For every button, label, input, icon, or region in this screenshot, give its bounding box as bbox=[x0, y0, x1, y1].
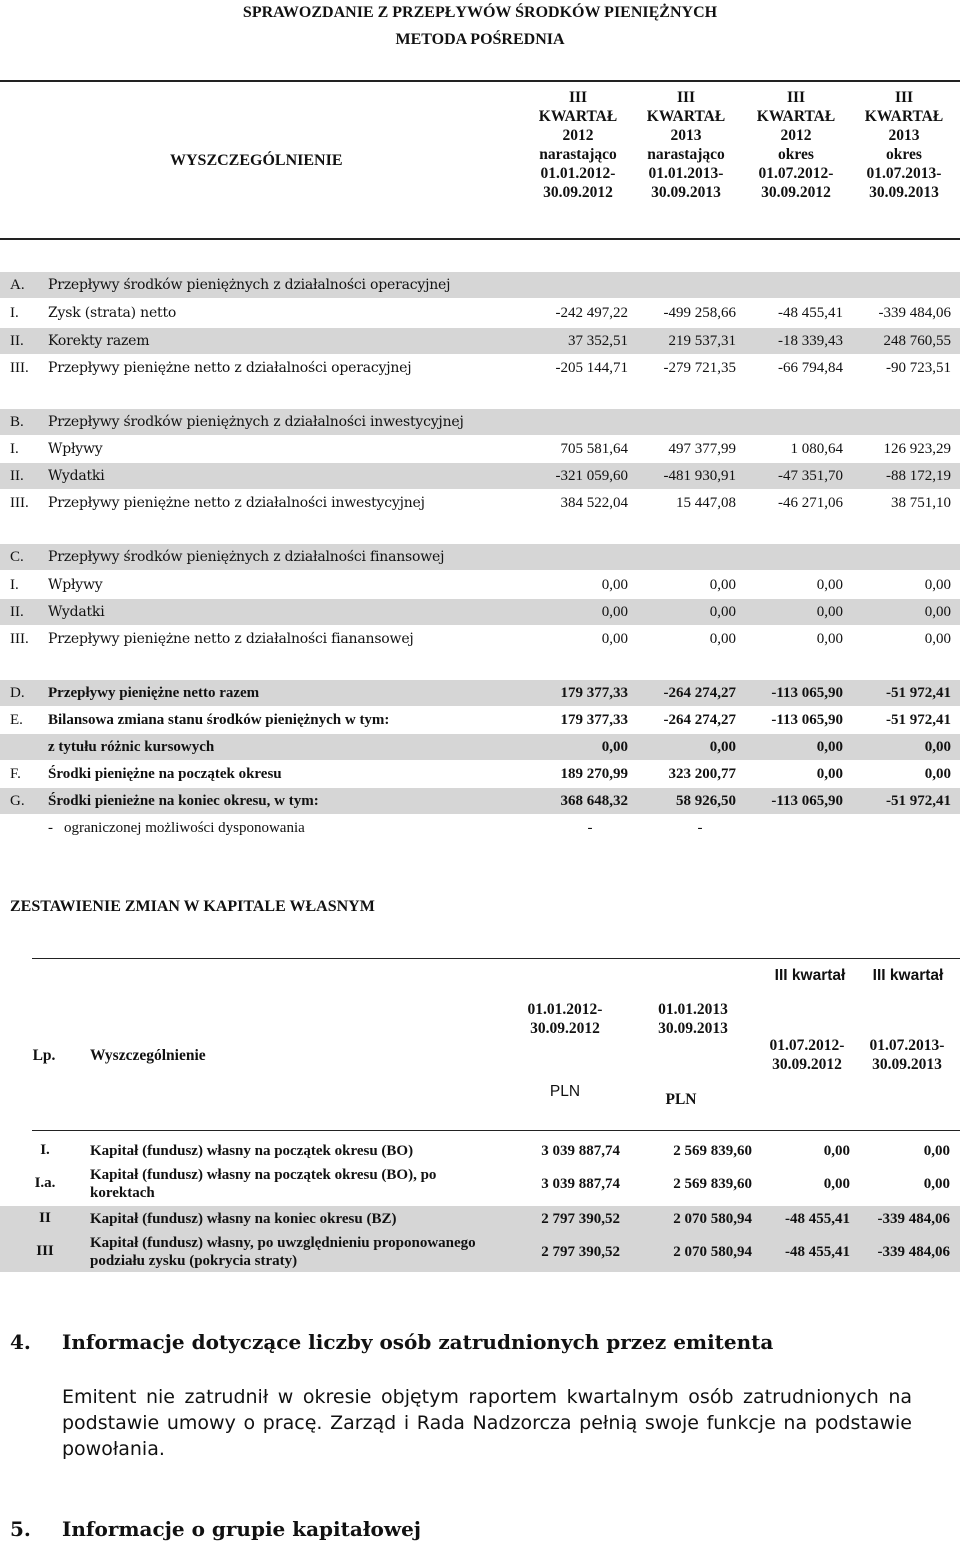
equity-top-rule bbox=[32, 958, 960, 959]
cell-value: 2 070 580,94 bbox=[673, 1211, 752, 1227]
cell-value: 0,00 bbox=[924, 577, 951, 593]
cell-value: 323 200,77 bbox=[668, 766, 736, 782]
cell-value: -48 455,41 bbox=[778, 305, 843, 321]
cell-value: - bbox=[587, 820, 593, 836]
table-row bbox=[0, 409, 960, 435]
cell-value: 2 797 390,52 bbox=[541, 1244, 620, 1260]
cell-value: -113 065,90 bbox=[771, 712, 843, 728]
row-label: Przepływy środków pieniężnych z działalności operacyjnej bbox=[48, 277, 451, 293]
row-number: II. bbox=[10, 333, 24, 349]
table-row bbox=[0, 761, 960, 787]
table-row bbox=[0, 544, 960, 570]
row-number: C. bbox=[10, 549, 24, 565]
equity-q3-label-2: III kwartał bbox=[872, 967, 944, 984]
cell-value: 2 569 839,60 bbox=[673, 1176, 752, 1192]
cell-value: -242 497,22 bbox=[555, 305, 628, 321]
equity-col-2-dates: 01.01.2013 30.09.2013 bbox=[658, 1001, 728, 1037]
table-row bbox=[0, 300, 960, 326]
row-label: ograniczonej możliwości dysponowania bbox=[64, 820, 305, 836]
cell-value: 0,00 bbox=[816, 739, 843, 755]
header-bottom-rule bbox=[0, 238, 960, 240]
cell-value: -264 274,27 bbox=[663, 712, 736, 728]
row-label: Środki pienieżne na koniec okresu, w tym: bbox=[48, 793, 319, 809]
cell-value: 0,00 bbox=[923, 1143, 950, 1159]
cf-header-label: WYSZCZEGÓLNIENIE bbox=[170, 152, 343, 169]
row-number: I. bbox=[10, 305, 19, 321]
cell-value: 0,00 bbox=[709, 577, 736, 593]
row-number: III. bbox=[10, 360, 29, 376]
row-label: Przepływy pieniężne netto razem bbox=[48, 685, 260, 701]
row-label: Kapitał (fundusz) własny na koniec okresu (BZ) bbox=[90, 1211, 397, 1227]
cell-value: 0,00 bbox=[601, 631, 628, 647]
cell-value: 2 569 839,60 bbox=[673, 1143, 752, 1159]
cell-value: 705 581,64 bbox=[560, 441, 628, 457]
row-number: III bbox=[36, 1243, 54, 1259]
cell-value: -51 972,41 bbox=[886, 712, 951, 728]
table-row bbox=[0, 328, 960, 354]
equity-q3-label-1: III kwartał bbox=[774, 967, 846, 984]
row-label: Wpływy bbox=[48, 577, 103, 593]
cell-value: 179 377,33 bbox=[560, 685, 628, 701]
row-number: I. bbox=[10, 577, 19, 593]
header-top-rule bbox=[0, 80, 960, 82]
row-number: I. bbox=[40, 1142, 50, 1158]
cell-value: 15 447,08 bbox=[676, 495, 736, 511]
table-row bbox=[0, 436, 960, 462]
cell-value: 368 648,32 bbox=[560, 793, 628, 809]
section-5-number: 5. bbox=[10, 1517, 31, 1541]
row-number: E. bbox=[10, 712, 23, 728]
table-row bbox=[0, 272, 960, 298]
cell-value: 248 760,55 bbox=[883, 333, 951, 349]
table-row bbox=[0, 1206, 960, 1232]
table-row bbox=[0, 1164, 960, 1204]
cell-value: 2 797 390,52 bbox=[541, 1211, 620, 1227]
row-label: Przepływy pieniężne netto z działalności inwestycyjnej bbox=[48, 495, 425, 511]
row-label: Zysk (strata) netto bbox=[48, 305, 177, 321]
equity-col-1-dates: 01.01.2012- 30.09.2012 bbox=[527, 1001, 603, 1037]
cell-value: 0,00 bbox=[923, 1176, 950, 1192]
row-label: Korekty razem bbox=[48, 333, 150, 349]
cell-value: 179 377,33 bbox=[560, 712, 628, 728]
table-row bbox=[0, 707, 960, 733]
cell-value: -48 455,41 bbox=[785, 1244, 850, 1260]
row-number: II bbox=[39, 1210, 51, 1226]
table-row bbox=[0, 1232, 960, 1272]
equity-title: ZESTAWIENIE ZMIAN W KAPITALE WŁASNYM bbox=[10, 898, 375, 915]
row-label: Bilansowa zmiana stanu środków pieniężnych w tym: bbox=[48, 712, 390, 728]
row-label: Przepływy środków pieniężnych z działalności finansowej bbox=[48, 549, 445, 565]
section-4-number: 4. bbox=[10, 1330, 31, 1354]
cell-value: 0,00 bbox=[816, 604, 843, 620]
row-number: D. bbox=[10, 685, 25, 701]
section-4-paragraph: Emitent nie zatrudnił w okresie objętym raportem kwartalnym osób zatrudnionych na podstawie umowy o pracę. Zarząd i Rada Nadzorcza pełnią swoje funkcje na podstawie powołania. bbox=[62, 1386, 912, 1460]
row-number: II. bbox=[10, 604, 24, 620]
cf-header-col-3: III KWARTAŁ 2012 okres 01.07.2012- 30.09.2012 bbox=[756, 89, 836, 201]
cell-value: 0,00 bbox=[924, 739, 951, 755]
cell-value: -88 172,19 bbox=[886, 468, 951, 484]
cell-value: -481 930,91 bbox=[663, 468, 736, 484]
cell-value: 0,00 bbox=[601, 577, 628, 593]
cell-value: 3 039 887,74 bbox=[541, 1143, 620, 1159]
cell-value: 0,00 bbox=[816, 577, 843, 593]
cell-value: -205 144,71 bbox=[555, 360, 628, 376]
cell-value: -66 794,84 bbox=[778, 360, 843, 376]
cell-value: -264 274,27 bbox=[663, 685, 736, 701]
cell-value: 0,00 bbox=[924, 604, 951, 620]
cell-value: 0,00 bbox=[823, 1143, 850, 1159]
cell-value: 0,00 bbox=[709, 739, 736, 755]
row-label: Kapitał (fundusz) własny na początek okresu (BO) bbox=[90, 1143, 414, 1159]
cf-header-col-4: III KWARTAŁ 2013 okres 01.07.2013- 30.09.2013 bbox=[864, 89, 944, 201]
table-row bbox=[0, 734, 960, 760]
cell-value: -47 351,70 bbox=[778, 468, 843, 484]
row-number: F. bbox=[10, 766, 21, 782]
row-number: III. bbox=[10, 631, 29, 647]
cell-value: -113 065,90 bbox=[771, 793, 843, 809]
cell-value: 219 537,31 bbox=[668, 333, 736, 349]
cell-value: -321 059,60 bbox=[555, 468, 628, 484]
equity-col-1-currency: PLN bbox=[549, 1083, 581, 1100]
table-row bbox=[0, 490, 960, 516]
cell-value: -339 484,06 bbox=[878, 305, 951, 321]
table-row bbox=[0, 599, 960, 625]
row-label: Wydatki bbox=[48, 604, 105, 620]
cell-value: 58 926,50 bbox=[676, 793, 736, 809]
cell-value: 189 270,99 bbox=[560, 766, 628, 782]
cell-value: 0,00 bbox=[816, 766, 843, 782]
table-row bbox=[0, 463, 960, 489]
cell-value: 0,00 bbox=[924, 766, 951, 782]
cell-value: 384 522,04 bbox=[560, 495, 628, 511]
table-row bbox=[0, 815, 960, 841]
row-label: Przepływy środków pieniężnych z działalności inwestycyjnej bbox=[48, 414, 464, 430]
section-4-title: Informacje dotyczące liczby osób zatrudnionych przez emitenta bbox=[62, 1330, 774, 1354]
equity-lp-header: Lp. bbox=[32, 1047, 56, 1064]
equity-col-3-dates: 01.07.2012- 30.09.2012 bbox=[769, 1037, 845, 1073]
cell-value: 0,00 bbox=[709, 631, 736, 647]
cell-value: 0,00 bbox=[816, 631, 843, 647]
row-label: Przepływy pieniężne netto z działalności fianansowej bbox=[48, 631, 414, 647]
table-row bbox=[0, 1138, 960, 1164]
cell-value: -113 065,90 bbox=[771, 685, 843, 701]
cell-value: -339 484,06 bbox=[877, 1211, 950, 1227]
equity-col-4-dates: 01.07.2013- 30.09.2013 bbox=[869, 1037, 945, 1073]
cell-value: -499 258,66 bbox=[663, 305, 736, 321]
equity-col-2-currency: PLN bbox=[665, 1091, 697, 1108]
cell-value: 2 070 580,94 bbox=[673, 1244, 752, 1260]
cell-value: 126 923,29 bbox=[883, 441, 951, 457]
table-row bbox=[0, 788, 960, 814]
cell-value: 0,00 bbox=[709, 604, 736, 620]
table-row bbox=[0, 572, 960, 598]
table-row bbox=[0, 355, 960, 381]
cell-value: 37 352,51 bbox=[568, 333, 628, 349]
row-number: - bbox=[48, 820, 53, 836]
cell-value: -51 972,41 bbox=[886, 685, 951, 701]
report-subtitle: METODA POŚREDNIA bbox=[395, 31, 565, 48]
row-label: Kapitał (fundusz) własny, po uwzględnieniu proponowanego podziału zysku (pokrycia straty) bbox=[90, 1235, 476, 1269]
row-label: z tytułu różnic kursowych bbox=[48, 739, 215, 755]
row-number: III. bbox=[10, 495, 29, 511]
cell-value: 0,00 bbox=[823, 1176, 850, 1192]
row-number: I.a. bbox=[34, 1175, 56, 1191]
cell-value: 0,00 bbox=[601, 739, 628, 755]
cell-value: -46 271,06 bbox=[778, 495, 843, 511]
cell-value: 1 080,64 bbox=[790, 441, 843, 457]
cell-value: -48 455,41 bbox=[785, 1211, 850, 1227]
equity-header-bottom-rule bbox=[32, 1130, 960, 1131]
cell-value: -339 484,06 bbox=[877, 1244, 950, 1260]
cell-value: 3 039 887,74 bbox=[541, 1176, 620, 1192]
row-label: Środki pieniężne na początek okresu bbox=[48, 766, 282, 782]
equity-desc-header: Wyszczególnienie bbox=[90, 1047, 206, 1064]
cf-header-col-2: III KWARTAŁ 2013 narastająco 01.01.2013- 30.09.2013 bbox=[646, 89, 726, 201]
cell-value: 38 751,10 bbox=[891, 495, 951, 511]
row-number: II. bbox=[10, 468, 24, 484]
cell-value: -51 972,41 bbox=[886, 793, 951, 809]
table-row bbox=[0, 626, 960, 652]
row-label: Przepływy pieniężne netto z działalności operacyjnej bbox=[48, 360, 412, 376]
cell-value: 0,00 bbox=[924, 631, 951, 647]
cell-value: -90 723,51 bbox=[886, 360, 951, 376]
cell-value: -18 339,43 bbox=[778, 333, 843, 349]
section-5-title: Informacje o grupie kapitałowej bbox=[62, 1517, 422, 1541]
row-label: Kapitał (fundusz) własny na początek okresu (BO), po korektach bbox=[90, 1167, 437, 1201]
report-title: SPRAWOZDANIE Z PRZEPŁYWÓW ŚRODKÓW PIENIĘŻNYCH bbox=[242, 4, 718, 21]
cf-header-col-1: III KWARTAŁ 2012 narastająco 01.01.2012- 30.09.2012 bbox=[538, 89, 618, 201]
cell-value: - bbox=[697, 820, 703, 836]
row-number: A. bbox=[10, 277, 25, 293]
row-label: Wpływy bbox=[48, 441, 103, 457]
row-label: Wydatki bbox=[48, 468, 105, 484]
cell-value: 0,00 bbox=[601, 604, 628, 620]
row-number: G. bbox=[10, 793, 25, 809]
cell-value: -279 721,35 bbox=[663, 360, 736, 376]
cell-value: 497 377,99 bbox=[668, 441, 736, 457]
row-number: I. bbox=[10, 441, 19, 457]
row-number: B. bbox=[10, 414, 24, 430]
table-row bbox=[0, 680, 960, 706]
